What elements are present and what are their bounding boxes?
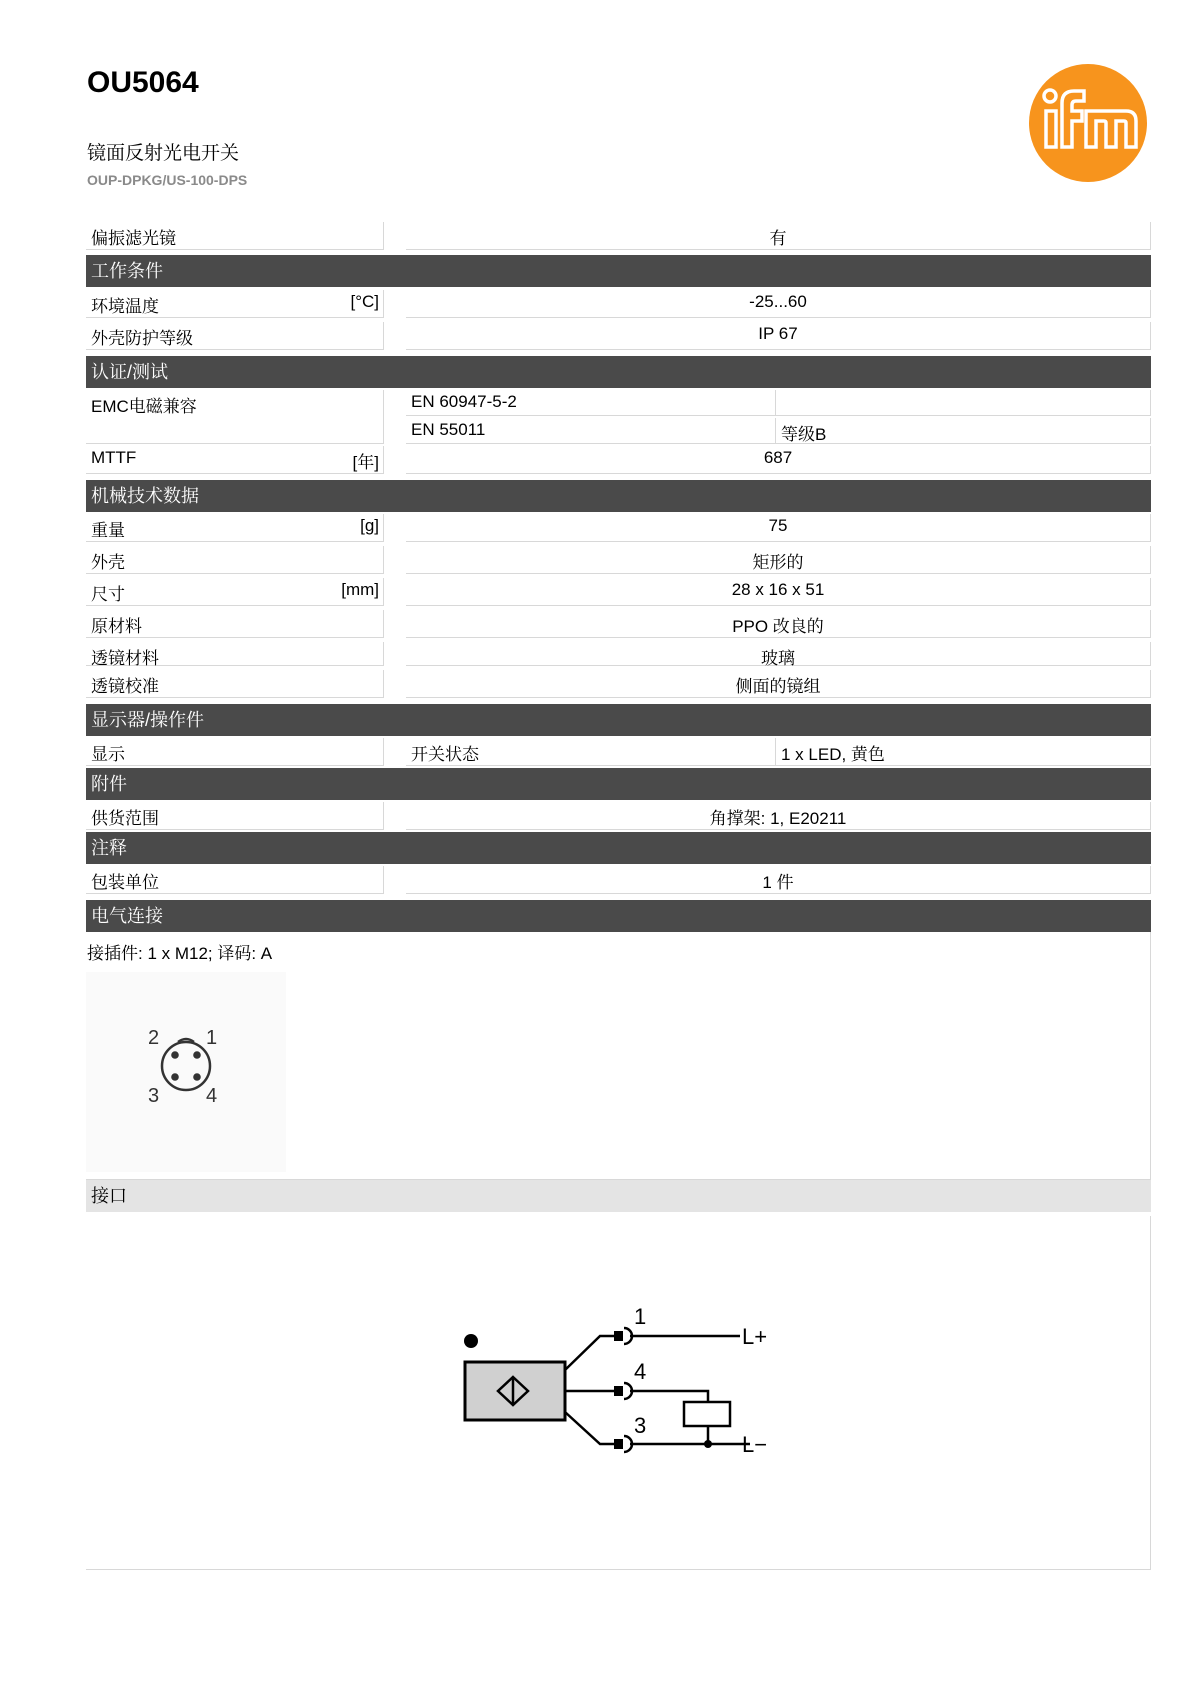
mttf-unit: [年] <box>352 453 379 472</box>
m12-connector-icon <box>86 972 286 1172</box>
housing-row <box>86 546 1151 574</box>
mttf-label: MTTF <box>91 448 137 467</box>
ambient-temp-value: -25...60 <box>749 292 807 311</box>
material-row <box>86 610 1151 638</box>
material-label: 原材料 <box>91 617 142 636</box>
polarization-label: 偏振滤光镜 <box>91 229 176 248</box>
pin-label-1: 1 <box>206 1027 218 1049</box>
display-label: 显示 <box>91 745 125 764</box>
dimensions-label: 尺寸 <box>91 585 125 604</box>
section-header-accessories: 附件 <box>86 768 1151 800</box>
wiring-diagram <box>440 1300 800 1470</box>
lens-material-value: 玻璃 <box>761 649 795 668</box>
housing-label: 外壳 <box>91 553 125 572</box>
interface-header: 接口 <box>86 1180 1151 1212</box>
connector-pinout <box>86 972 286 1172</box>
packing-row <box>86 866 1151 894</box>
wire-pin-3-label: 3 <box>634 1413 647 1438</box>
product-subtitle: 镜面反射光电开关 <box>87 143 240 164</box>
ifm-logo-icon <box>1028 63 1148 183</box>
protection-label: 外壳防护等级 <box>91 329 193 348</box>
connector-text: 接插件: 1 x M12; 译码: A <box>87 944 273 963</box>
ambient-temp-unit: [°C] <box>350 292 379 311</box>
emc-label: EMC电磁兼容 <box>91 397 197 416</box>
section-header-electrical: 电气连接 <box>86 900 1151 932</box>
weight-label: 重量 <box>91 521 125 540</box>
lens-alignment-value: 侧面的镜组 <box>735 677 821 696</box>
polarization-value: 有 <box>769 229 787 248</box>
mttf-value: 687 <box>763 448 793 467</box>
weight-value: 75 <box>768 516 788 535</box>
packing-label: 包装单位 <box>91 873 159 892</box>
wire-pin-4-label: 4 <box>634 1359 647 1384</box>
polarization-row <box>86 222 1151 250</box>
material-value: PPO 改良的 <box>732 617 824 636</box>
pin-label-2: 2 <box>148 1027 160 1049</box>
pin-label-4: 4 <box>206 1085 218 1107</box>
section-header-remarks: 注释 <box>86 832 1151 864</box>
article-code: OUP-DPKG/US-100-DPS <box>87 172 248 188</box>
dimensions-row <box>86 578 1151 606</box>
product-title: OU5064 <box>87 66 199 99</box>
display-value: 1 x LED, 黄色 <box>781 745 885 764</box>
wire-pin-1-label: 1 <box>634 1304 647 1329</box>
terminal-plus-label: L+ <box>742 1324 768 1349</box>
section-header-display: 显示器/操作件 <box>86 704 1151 736</box>
display-state: 开关状态 <box>411 745 479 764</box>
dimensions-value: 28 x 16 x 51 <box>731 580 825 599</box>
scope-row <box>86 802 1151 830</box>
emc-standard-2-note: 等级B <box>781 425 827 444</box>
protection-row <box>86 322 1151 350</box>
dimensions-unit: [mm] <box>341 580 379 599</box>
weight-row <box>86 514 1151 542</box>
ambient-temp-row <box>86 290 1151 318</box>
emc-standard-row-1 <box>86 390 1151 416</box>
lens-material-row <box>86 642 1151 666</box>
scope-label: 供货范围 <box>91 809 159 828</box>
ambient-temp-label: 环境温度 <box>91 297 159 316</box>
weight-unit: [g] <box>360 516 379 535</box>
lens-alignment-label: 透镜校准 <box>91 677 159 696</box>
section-header-mechanical: 机械技术数据 <box>86 480 1151 512</box>
mttf-row <box>86 446 1151 474</box>
pin-label-3: 3 <box>148 1085 160 1107</box>
emc-standard-2: EN 55011 <box>411 420 486 439</box>
scope-value: 角撑架: 1, E20211 <box>709 809 847 828</box>
emc-standard-row-2 <box>86 418 1151 444</box>
protection-value: IP 67 <box>758 324 798 343</box>
housing-value: 矩形的 <box>752 553 804 572</box>
terminal-minus-label: L− <box>742 1432 768 1457</box>
section-header-approvals: 认证/测试 <box>86 356 1151 388</box>
display-row <box>86 738 1151 766</box>
section-header-operating: 工作条件 <box>86 255 1151 287</box>
emc-standard-1: EN 60947-5-2 <box>411 392 517 411</box>
lens-alignment-row <box>86 670 1151 698</box>
packing-value: 1 件 <box>762 873 794 892</box>
lens-material-label: 透镜材料 <box>91 649 159 668</box>
